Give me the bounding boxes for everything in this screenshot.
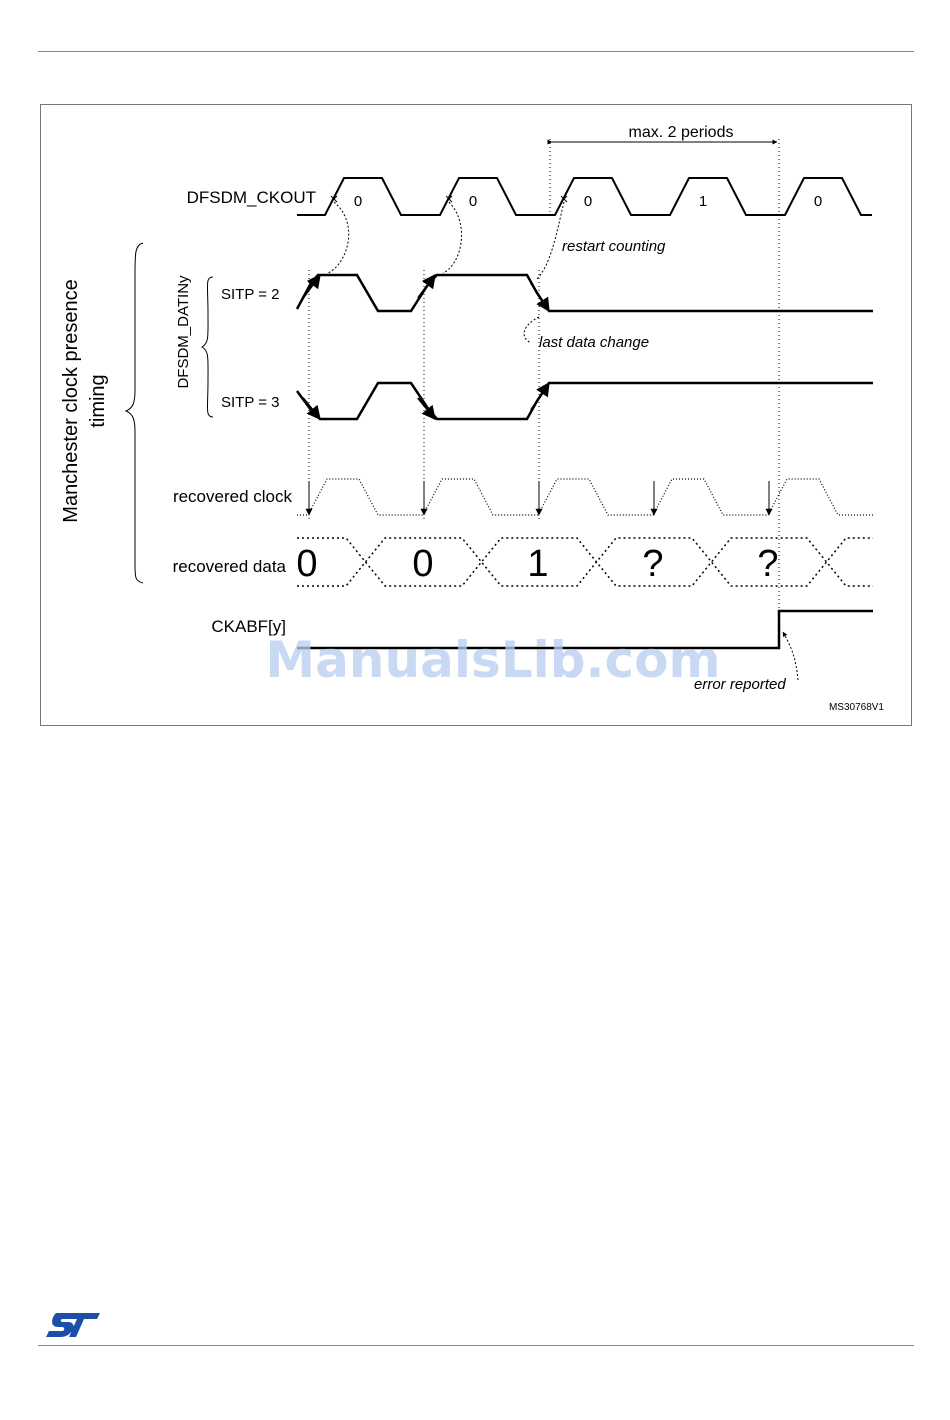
error-pointer (783, 632, 798, 680)
group-brace (126, 243, 143, 583)
last-data-change-label: last data change (539, 334, 650, 351)
recovered-data-label: recovered data (172, 557, 286, 576)
sampling-arrows (328, 202, 564, 280)
recovered-clock-waveform (297, 479, 873, 515)
recovered-bit-3: 1 (527, 543, 549, 585)
sitp3-label: SITP = 3 (221, 394, 280, 411)
ckabf-label: CKABF[y] (211, 617, 286, 636)
ckout-bit-1: 0 (353, 193, 363, 210)
sitp2-waveform (297, 275, 837, 311)
recovered-bit-4: ? (642, 543, 664, 585)
ckout-label: DFSDM_CKOUT (186, 188, 316, 207)
recovered-bit-2: 0 (412, 543, 434, 585)
figure-id: MS30768V1 (828, 702, 884, 713)
sitp2-edge-arrow-2 (418, 275, 435, 298)
last-change-pointer (524, 317, 539, 343)
recovered-data-eye (297, 538, 873, 586)
sitp3-edge-arrow-3 (531, 383, 549, 410)
ckout-bit-3: 0 (583, 193, 593, 210)
ckout-bit-4: 1 (698, 193, 708, 210)
recovered-clock-label: recovered clock (172, 487, 292, 506)
sitp3-edge-arrow-1 (303, 398, 320, 419)
max-periods-label: max. 2 periods (628, 124, 734, 141)
restart-counting-label: restart counting (562, 238, 666, 255)
datin-brace (202, 277, 213, 417)
st-logo (44, 1310, 102, 1340)
group-label-line-1: Manchester clock presence (60, 279, 82, 523)
group-label-line-2: timing (87, 374, 109, 428)
footer-rule (38, 1345, 914, 1346)
sitp2-label: SITP = 2 (221, 286, 280, 303)
sitp2-edge-arrow-3 (531, 283, 549, 311)
error-reported-label: error reported (694, 676, 786, 693)
sitp3-waveform (297, 383, 837, 419)
sitp3-edge-arrow-2 (418, 398, 435, 419)
timing-diagram-frame (40, 104, 912, 726)
sitp2-edge-arrow-1 (303, 275, 320, 298)
recovered-clock-arrows (309, 481, 769, 515)
watermark: ManualsLib.com (265, 631, 721, 689)
recovered-bit-5: ? (757, 543, 779, 585)
datin-label: DFSDM_DATINy (175, 275, 192, 389)
recovered-bit-1: 0 (296, 543, 318, 585)
ckout-bit-2: 0 (468, 193, 478, 210)
timing-diagram (41, 105, 911, 725)
header-rule (38, 51, 914, 52)
ckout-bit-5: 0 (813, 193, 823, 210)
